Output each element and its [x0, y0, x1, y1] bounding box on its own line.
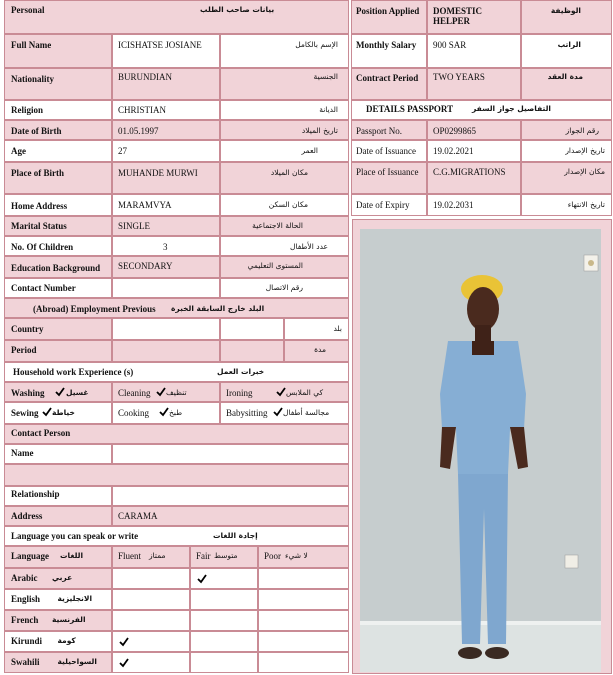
- passport-header-row: [351, 100, 612, 120]
- issue-date-value-cell: [427, 140, 521, 162]
- pob-value-cell: [112, 162, 220, 194]
- dob-value-cell: [112, 120, 220, 140]
- languages-header: Language you can speak or write: [11, 531, 139, 541]
- sewing-label: Sewing: [11, 408, 39, 418]
- lang-col-fair: [190, 546, 258, 568]
- marital-value: SINGLE: [118, 221, 150, 231]
- expiry-ar: تاريخ الانتهاء: [567, 200, 605, 209]
- salary-ar-cell: [521, 34, 612, 68]
- contract-label-cell: [351, 68, 427, 100]
- full-name-ar: الإسم بالكامل: [295, 40, 338, 49]
- contact-person-header-row: [4, 424, 349, 444]
- country-label: Country: [11, 324, 44, 334]
- children-label-cell: [4, 236, 112, 256]
- lang-col-poor-label: Poor: [264, 551, 282, 561]
- contact-label-cell: [4, 278, 112, 298]
- passport-header: DETAILS PASSPORT: [366, 104, 454, 114]
- position-ar: الوظيفة: [550, 6, 581, 15]
- language-level-fluent-cell: [112, 631, 190, 652]
- contact-label: Contact Number: [11, 283, 76, 293]
- address-value-cell: [112, 194, 220, 216]
- marital-label-cell: [4, 216, 112, 236]
- experience-header-ar: خبرات العمل: [217, 367, 265, 376]
- language-level-poor-cell: [258, 652, 349, 673]
- language-level-poor-cell: [258, 589, 349, 610]
- cp-name-value-cell: [112, 444, 349, 464]
- passport-header-ar: التفاصيل جواز السفر: [472, 104, 551, 113]
- pob-label: Place of Birth: [11, 168, 64, 178]
- full-name-value-cell: [112, 34, 220, 68]
- language-name-ar: كومة: [57, 636, 76, 645]
- lang-col-fluent-label: Fluent: [118, 551, 142, 561]
- ironing-cell: [220, 382, 349, 402]
- cp-blank-row: [4, 464, 349, 486]
- passport-no-value-cell: [427, 120, 521, 140]
- religion-label-cell: [4, 100, 112, 120]
- passport-no-label-cell: [351, 120, 427, 140]
- passport-no-value: OP0299865: [433, 126, 477, 136]
- address-label: Home Address: [11, 201, 68, 211]
- nationality-ar: الجنسية: [313, 72, 338, 81]
- language-name-cell: [4, 589, 112, 610]
- full-name-label: Full Name: [11, 40, 52, 50]
- education-label: Education Background: [11, 263, 101, 273]
- language-level-fair-cell: [190, 610, 258, 631]
- babysitting-label: Babysitting: [226, 408, 268, 418]
- expiry-ar-cell: [521, 194, 612, 216]
- language-level-poor-cell: [258, 568, 349, 589]
- issue-place-label-cell: [351, 162, 427, 194]
- country-ar: بلد: [333, 324, 342, 333]
- religion-value: CHRISTIAN: [118, 105, 167, 115]
- nationality-label-cell: [4, 68, 112, 100]
- washing-ar: غسيل: [66, 388, 89, 397]
- position-value: DOMESTIC HELPER: [433, 6, 483, 26]
- religion-value-cell: [112, 100, 220, 120]
- language-name-cell: [4, 631, 112, 652]
- cp-address-label: Address: [11, 511, 43, 521]
- lang-col-language-ar: اللغات: [60, 551, 84, 560]
- education-label-cell: [4, 256, 112, 278]
- sewing-ar: خياطة: [52, 408, 75, 417]
- lang-col-fluent-ar: ممتاز: [149, 551, 166, 560]
- contract-ar: مدة العقد: [547, 72, 583, 81]
- cleaning-label: Cleaning: [118, 388, 151, 398]
- religion-ar-cell: [220, 100, 349, 120]
- language-name-ar: السواحيلية: [57, 657, 97, 666]
- contact-ar-cell: [220, 278, 349, 298]
- passport-no-label: Passport No.: [356, 126, 403, 136]
- country-value-cell: [112, 318, 220, 340]
- language-name: Arabic: [11, 573, 38, 583]
- education-value: SECONDARY: [118, 261, 173, 271]
- religion-ar: الديانة: [319, 105, 338, 114]
- marital-label: Marital Status: [11, 221, 67, 231]
- education-ar: المستوى التعليمي: [247, 261, 303, 270]
- period-ar-cell: [284, 340, 349, 362]
- check-icon: [156, 387, 166, 397]
- language-name-ar: الفرنسية: [52, 615, 86, 624]
- contact-value-cell: [112, 278, 220, 298]
- washing-cell: [4, 382, 112, 402]
- languages-header-ar: إجادة اللغات: [213, 531, 258, 540]
- contact-ar: رقم الاتصال: [265, 283, 303, 292]
- lang-col-language-label: Language: [11, 551, 50, 561]
- cp-name-label: Name: [11, 448, 34, 458]
- nationality-value-cell: [112, 68, 220, 100]
- issue-place-label: Place of Issuance: [356, 167, 419, 177]
- expiry-value-cell: [427, 194, 521, 216]
- cp-name-label-cell: [4, 444, 112, 464]
- salary-label-cell: [351, 34, 427, 68]
- babysitting-ar: مجالسة أطفال: [283, 408, 330, 417]
- lang-col-fluent: [112, 546, 190, 568]
- position-value-cell: [427, 0, 521, 34]
- contact-person-header: Contact Person: [11, 428, 71, 438]
- period-label: Period: [11, 345, 37, 355]
- cp-address-value: CARAMA: [118, 511, 158, 521]
- expiry-value: 19.02.2031: [433, 200, 474, 210]
- children-ar: عدد الأطفال: [290, 242, 328, 251]
- language-level-fair-cell: [190, 568, 258, 589]
- country-ar-cell: [284, 318, 349, 340]
- babysitting-cell: [220, 402, 349, 424]
- cleaning-cell: [112, 382, 220, 402]
- full-name-label-cell: [4, 34, 112, 68]
- experience-header-row: [4, 362, 349, 382]
- issue-date-value: 19.02.2021: [433, 146, 474, 156]
- lang-col-fair-ar: متوسط: [214, 551, 238, 560]
- children-value: 3: [163, 242, 168, 252]
- issue-place-value-cell: [427, 162, 521, 194]
- marital-value-cell: [112, 216, 220, 236]
- lang-col-language: [4, 546, 112, 568]
- section-title-ar: بيانات صاحب الطلب: [200, 5, 275, 14]
- check-icon: [55, 387, 65, 397]
- position-ar-cell: [521, 0, 612, 34]
- cleaning-ar: تنظيف: [166, 388, 187, 397]
- employment-header: (Abroad) Employment Previous: [33, 304, 156, 314]
- cp-address-label-cell: [4, 506, 112, 526]
- dob-label-cell: [4, 120, 112, 140]
- issue-place-ar: مكان الإصدار: [564, 167, 605, 176]
- dob-ar: تاريخ الميلاد: [301, 126, 338, 135]
- issue-date-ar-cell: [521, 140, 612, 162]
- cooking-ar: طبخ: [169, 408, 183, 417]
- ironing-ar: كي الملابس: [286, 388, 324, 397]
- check-icon: [159, 407, 169, 417]
- age-ar: العمر: [301, 146, 318, 155]
- period-value2-cell: [220, 340, 284, 362]
- children-label: No. Of Children: [11, 242, 74, 252]
- lang-col-fair-label: Fair: [196, 551, 211, 561]
- period-ar: مدة: [314, 345, 326, 354]
- cp-address-value-cell: [112, 506, 349, 526]
- cooking-label: Cooking: [118, 408, 150, 418]
- contract-label: Contract Period: [356, 73, 419, 83]
- age-ar-cell: [220, 140, 349, 162]
- language-level-fluent-cell: [112, 610, 190, 631]
- passport-no-ar-cell: [521, 120, 612, 140]
- contract-ar-cell: [521, 68, 612, 100]
- education-ar-cell: [220, 256, 349, 278]
- cooking-cell: [112, 402, 220, 424]
- children-ar-cell: [220, 236, 349, 256]
- language-level-fluent-cell: [112, 652, 190, 673]
- nationality-ar-cell: [220, 68, 349, 100]
- washing-label: Washing: [11, 388, 45, 398]
- address-ar: مكان السكن: [268, 200, 308, 209]
- language-level-fair-cell: [190, 589, 258, 610]
- issue-place-ar-cell: [521, 162, 612, 194]
- employment-header-ar: البلد خارج السابقة الخبرة: [171, 304, 265, 313]
- pob-label-cell: [4, 162, 112, 194]
- language-name: French: [11, 615, 39, 625]
- nationality-label: Nationality: [11, 74, 55, 84]
- section-title: Personal: [11, 5, 45, 15]
- experience-header: Household work Experience (s): [13, 367, 134, 377]
- pob-ar: مكان الميلاد: [270, 168, 308, 177]
- position-label-cell: [351, 0, 427, 34]
- full-name-ar-cell: [220, 34, 349, 68]
- ironing-label: Ironing: [226, 388, 253, 398]
- country-label-cell: [4, 318, 112, 340]
- issue-date-ar: تاريخ الإصدار: [565, 146, 605, 155]
- language-level-poor-cell: [258, 631, 349, 652]
- salary-ar: الراتب: [557, 40, 581, 49]
- address-value: MARAMVYA: [118, 200, 172, 210]
- nationality-value: BURUNDIAN: [118, 72, 172, 82]
- address-label-cell: [4, 194, 112, 216]
- employment-header-row: [4, 298, 349, 318]
- language-name: Kirundi: [11, 636, 43, 646]
- marital-ar: الحالة الاجتماعية: [252, 221, 303, 230]
- languages-header-row: [4, 526, 349, 546]
- salary-label: Monthly Salary: [356, 40, 417, 50]
- age-label-cell: [4, 140, 112, 162]
- language-level-fair-cell: [190, 631, 258, 652]
- issue-place-value: C.G.MIGRATIONS: [433, 167, 506, 177]
- language-name-cell: [4, 652, 112, 673]
- language-name: English: [11, 594, 41, 604]
- language-name: Swahili: [11, 657, 40, 667]
- age-value: 27: [118, 146, 127, 156]
- language-name-cell: [4, 610, 112, 631]
- pob-ar-cell: [220, 162, 349, 194]
- passport-no-ar: رقم الجواز: [565, 126, 599, 135]
- sewing-cell: [4, 402, 112, 424]
- expiry-label: Date of Expiry: [356, 200, 410, 210]
- education-value-cell: [112, 256, 220, 278]
- lang-col-poor-ar: لا شيء: [285, 551, 308, 560]
- position-label: Position Applied: [356, 6, 420, 16]
- address-ar-cell: [220, 194, 349, 216]
- issue-date-label-cell: [351, 140, 427, 162]
- check-icon: [42, 407, 52, 417]
- expiry-label-cell: [351, 194, 427, 216]
- salary-value: 900 SAR: [433, 40, 467, 50]
- issue-date-label: Date of Issuance: [356, 146, 416, 156]
- age-value-cell: [112, 140, 220, 162]
- check-icon: [273, 407, 283, 417]
- lang-col-poor: [258, 546, 349, 568]
- contract-value: TWO YEARS: [433, 72, 485, 82]
- country-value2-cell: [220, 318, 284, 340]
- dob-label: Date of Birth: [11, 126, 62, 136]
- religion-label: Religion: [11, 105, 44, 115]
- language-level-fluent-cell: [112, 589, 190, 610]
- language-name-ar: عربي: [52, 573, 73, 582]
- language-level-fair-cell: [190, 652, 258, 673]
- check-icon: [276, 387, 286, 397]
- period-value-cell: [112, 340, 220, 362]
- cp-relationship-label: Relationship: [11, 489, 60, 499]
- applicant-photo: [360, 229, 601, 672]
- dob-ar-cell: [220, 120, 349, 140]
- pob-value: MUHANDE MURWI: [118, 168, 198, 178]
- language-level-fluent-cell: [112, 568, 190, 589]
- dob-value: 01.05.1997: [118, 126, 159, 136]
- language-name-ar: الانجليزية: [57, 594, 93, 603]
- salary-value-cell: [427, 34, 521, 68]
- language-level-poor-cell: [258, 610, 349, 631]
- language-name-cell: [4, 568, 112, 589]
- full-name-value: ICISHATSE JOSIANE: [118, 40, 202, 50]
- children-value-cell: [112, 236, 220, 256]
- contract-value-cell: [427, 68, 521, 100]
- cp-relationship-value-cell: [112, 486, 349, 506]
- personal-header-row: [4, 0, 349, 34]
- marital-ar-cell: [220, 216, 349, 236]
- age-label: Age: [11, 146, 26, 156]
- period-label-cell: [4, 340, 112, 362]
- cp-relationship-label-cell: [4, 486, 112, 506]
